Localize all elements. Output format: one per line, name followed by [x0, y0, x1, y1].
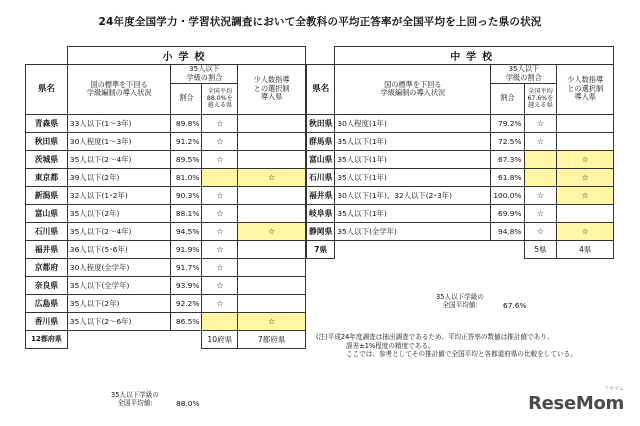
small-class-cell: [238, 240, 306, 258]
ratio-cell: 91.2%: [171, 132, 202, 150]
small-class-cell: [557, 132, 614, 150]
brand-caption: リセマム: [604, 386, 624, 392]
measures-header: 国の標準を下回る 学級編制の導入状況: [67, 64, 171, 114]
table-row: [307, 222, 614, 240]
elementary-avg-value: 88.0%: [176, 399, 200, 408]
above-avg-cell: ☆: [524, 204, 557, 222]
above-avg-cell: [524, 168, 557, 186]
above-avg-cell: ☆: [202, 114, 238, 132]
above-avg-cell: ☆: [524, 222, 557, 240]
pref-cell: 京都府: [26, 258, 68, 276]
above-avg-cell: ☆: [202, 294, 238, 312]
small-class-cell: ☆: [557, 222, 614, 240]
ratio-cell: 91.7%: [171, 258, 202, 276]
small-class-cell: [238, 150, 306, 168]
measure-cell: 30人以下(1年)、32人以下(2･3年): [335, 186, 491, 204]
above-avg-header: 全国平均 67.6%を 越える県: [524, 83, 557, 114]
small-class-cell: ☆: [557, 186, 614, 204]
measure-cell: 30人程度(1年): [335, 114, 491, 132]
table-row: [26, 294, 306, 312]
measures-header: 国の標準を下回る 学級編制の導入状況: [335, 64, 491, 114]
table-row: [307, 204, 614, 222]
pref-cell: 群馬県: [307, 132, 335, 150]
junior-table: [306, 46, 614, 259]
junior-total-label: 7県: [307, 240, 335, 258]
junior-count-above: 5県: [524, 240, 557, 258]
small-class-cell: [238, 276, 306, 294]
pref-cell: 東京都: [26, 168, 68, 186]
elementary-total-label: 12都府県: [26, 330, 68, 348]
above-avg-header: 全国平均 88.0%を 越える県: [202, 83, 238, 114]
elementary-section-label: 小学校: [67, 47, 305, 65]
ratio-cell: 86.5%: [171, 312, 202, 330]
small-class-cell: [238, 258, 306, 276]
pref-cell: 静岡県: [307, 222, 335, 240]
ratio-cell: 94.8%: [491, 222, 524, 240]
ratio-cell: 89.5%: [171, 150, 202, 168]
above-avg-cell: ☆: [202, 222, 238, 240]
small-class-cell: [238, 114, 306, 132]
page-title: 24年度全国学力・学習状況調査において全教科の平均正答率が全国平均を上回った県の状況: [98, 16, 542, 28]
junior-section-label: 中学校: [335, 47, 614, 65]
small-class-header: 少人数指導 との選択制 導入県: [238, 64, 306, 114]
pref-header: 県名: [307, 64, 335, 114]
small-class-cell: [238, 186, 306, 204]
ratio-cell: 61.8%: [491, 168, 524, 186]
measure-cell: 33人以下(1〜3年): [67, 114, 171, 132]
table-row: [307, 132, 614, 150]
pref-cell: 福井県: [307, 186, 335, 204]
above-avg-cell: ☆: [202, 150, 238, 168]
measure-cell: 35人以下(1年): [335, 132, 491, 150]
ratio35-header: 35人以下 学級の割合: [491, 64, 557, 83]
measure-cell: 30人程度(1〜3年): [67, 132, 171, 150]
above-avg-cell: ☆: [202, 204, 238, 222]
pref-cell: 富山県: [26, 204, 68, 222]
small-class-cell: [557, 204, 614, 222]
footnote-line: 誤差±1%程度の精度である。: [346, 341, 435, 350]
table-row: [26, 222, 306, 240]
pref-cell: 茨城県: [26, 150, 68, 168]
measure-cell: 35人以下(2年): [67, 294, 171, 312]
elementary-table: [25, 46, 306, 349]
ratio-cell: 90.3%: [171, 186, 202, 204]
measure-cell: 35人以下(2〜4年): [67, 150, 171, 168]
small-class-cell: ☆: [238, 222, 306, 240]
pref-cell: 岐阜県: [307, 204, 335, 222]
table-row: [26, 168, 306, 186]
pref-cell: 奈良県: [26, 276, 68, 294]
ratio-cell: 91.9%: [171, 240, 202, 258]
ratio-header: 割合: [491, 83, 524, 114]
table-row: [26, 312, 306, 330]
measure-cell: 35人以下(2〜6年): [67, 312, 171, 330]
resemom-logo: ReseMom: [528, 393, 624, 414]
table-row: [307, 168, 614, 186]
table-row: [26, 186, 306, 204]
ratio35-header: 35人以下 学級の割合: [171, 64, 238, 83]
table-row: [26, 204, 306, 222]
small-class-cell: ☆: [238, 312, 306, 330]
ratio-cell: 81.0%: [171, 168, 202, 186]
footnote-line: ここでは、参考としてその推計値で全国平均と各都道府県の比較をしている。: [346, 350, 577, 358]
ratio-cell: 72.5%: [491, 132, 524, 150]
small-class-cell: ☆: [557, 150, 614, 168]
above-avg-cell: ☆: [202, 258, 238, 276]
table-row: [307, 114, 614, 132]
table-row: [307, 186, 614, 204]
small-class-cell: ☆: [238, 168, 306, 186]
small-class-header: 少人数指導 との選択制 導入県: [557, 64, 614, 114]
above-avg-cell: [524, 150, 557, 168]
ratio-cell: 100.0%: [491, 186, 524, 204]
pref-cell: 石川県: [26, 222, 68, 240]
table-row: [26, 276, 306, 294]
ratio-cell: 92.2%: [171, 294, 202, 312]
ratio-cell: 94.5%: [171, 222, 202, 240]
small-class-cell: [557, 114, 614, 132]
junior-count-small: 4県: [557, 240, 614, 258]
elementary-avg-label: 35人以下学級の 全国平均値:: [111, 391, 159, 407]
above-avg-cell: ☆: [524, 114, 557, 132]
footnote-line: (注)平成24年度調査は抽出調査であるため、平均正答率の数値は推計値であり、: [316, 333, 554, 341]
elementary-count-small: 7都府県: [238, 330, 306, 348]
pref-cell: 富山県: [307, 150, 335, 168]
small-class-cell: [238, 294, 306, 312]
ratio-cell: 93.9%: [171, 276, 202, 294]
pref-cell: 新潟県: [26, 186, 68, 204]
measure-cell: 35人以下(全学年): [335, 222, 491, 240]
ratio-cell: 69.9%: [491, 204, 524, 222]
table-row: [26, 240, 306, 258]
junior-avg-value: 67.6%: [503, 301, 527, 310]
measure-cell: 36人以下(5･6年): [67, 240, 171, 258]
table-row: [26, 132, 306, 150]
pref-cell: 秋田県: [307, 114, 335, 132]
pref-cell: 広島県: [26, 294, 68, 312]
measure-cell: 39人以下(2年): [67, 168, 171, 186]
pref-cell: 福井県: [26, 240, 68, 258]
pref-cell: 香川県: [26, 312, 68, 330]
above-avg-cell: ☆: [202, 132, 238, 150]
measure-cell: 35人以下(1年): [335, 204, 491, 222]
ratio-cell: 88.1%: [171, 204, 202, 222]
ratio-cell: 89.8%: [171, 114, 202, 132]
footnote: [316, 333, 626, 359]
above-avg-cell: ☆: [524, 186, 557, 204]
measure-cell: 35人以下(2年): [67, 204, 171, 222]
measure-cell: 30人程度(全学年): [67, 258, 171, 276]
ratio-cell: 67.3%: [491, 150, 524, 168]
above-avg-cell: ☆: [524, 132, 557, 150]
above-avg-cell: ☆: [202, 276, 238, 294]
above-avg-cell: [202, 312, 238, 330]
above-avg-cell: [202, 168, 238, 186]
junior-avg-label: 35人以下学級の 全国平均値:: [436, 293, 484, 309]
measure-cell: 32人以下(1･2年): [67, 186, 171, 204]
table-row: [307, 150, 614, 168]
table-row: [26, 258, 306, 276]
pref-cell: 石川県: [307, 168, 335, 186]
table-row: [26, 114, 306, 132]
measure-cell: 35人以下(1年): [335, 168, 491, 186]
measure-cell: 35人以下(1年): [335, 150, 491, 168]
small-class-cell: [238, 132, 306, 150]
above-avg-cell: ☆: [202, 186, 238, 204]
elementary-count-above: 10府県: [202, 330, 238, 348]
pref-cell: 秋田県: [26, 132, 68, 150]
above-avg-cell: ☆: [202, 240, 238, 258]
ratio-cell: 79.2%: [491, 114, 524, 132]
measure-cell: 35人以下(全学年): [67, 276, 171, 294]
table-row: [26, 150, 306, 168]
pref-cell: 青森県: [26, 114, 68, 132]
measure-cell: 35人以下(2〜4年): [67, 222, 171, 240]
small-class-cell: ☆: [557, 168, 614, 186]
ratio-header: 割合: [171, 83, 202, 114]
small-class-cell: [238, 204, 306, 222]
pref-header: 県名: [26, 64, 68, 114]
